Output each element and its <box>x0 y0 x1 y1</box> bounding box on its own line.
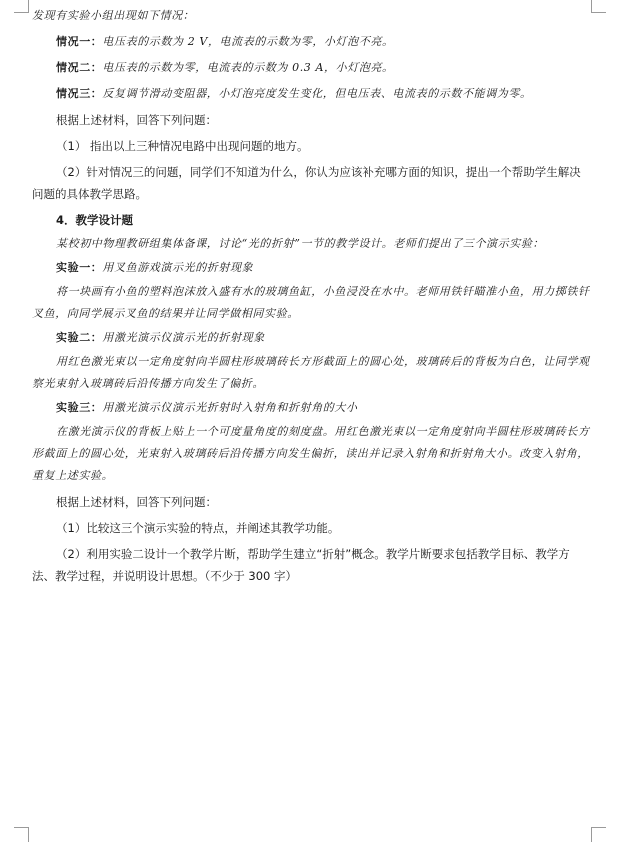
situation-1-text: 电压表的示数为 2 V，电流表的示数为零，小灯泡不亮。 <box>102 35 394 48</box>
situation-2-label: 情况二： <box>56 61 103 74</box>
experiment-2-body: 用红色激光束以一定角度射向半圆柱形玻璃砖长方形截面上的圆心处，玻璃砖后的背板为白色，让同学观察光束射入玻璃砖后沿传播方向发生了偏折。 <box>32 355 590 390</box>
experiment-1-title-text: 用叉鱼游戏演示光的折射现象 <box>102 261 254 274</box>
situation-3-text: 反复调节滑动变阻器，小灯泡亮度发生变化，但电压表、电流表的示数不能调为零。 <box>102 87 532 100</box>
experiment-3-title <box>32 397 590 419</box>
crop-mark-bottom-left <box>14 827 29 842</box>
q3-item-2: （2）针对情况三的问题，同学们不知道为什么，你认为应该补充哪方面的知识，提出一个帮助学生解决问题的具体教学思路。 <box>32 165 581 201</box>
crop-mark-bottom-right <box>591 827 606 842</box>
situation-2 <box>32 57 590 79</box>
q3-prompt: 根据上述材料，回答下列问题： <box>56 113 217 127</box>
crop-mark-top-right <box>591 0 606 13</box>
situation-1-label: 情况一： <box>56 35 103 48</box>
situation-3 <box>32 83 590 105</box>
experiment-1-title <box>32 257 590 279</box>
q3-item-1: （1） 指出以上三种情况电路中出现问题的地方。 <box>56 139 309 153</box>
section-4-intro: 某校初中物理教研组集体备课，讨论“光的折射”一节的教学设计。老师们提出了三个演示实验： <box>56 237 545 250</box>
section-4-item-2: （2）利用实验二设计一个教学片断，帮助学生建立“折射”概念。教学片断要求包括教学目标、教学方法、教学过程，并说明设计思想。（不少于 300 字） <box>32 547 570 583</box>
experiment-3-body: 在激光演示仪的背板上贴上一个可度量角度的刻度盘。用红色激光束以一定角度射向半圆柱形玻璃砖长方形截面上的圆心处，光束射入玻璃砖后沿传播方向发生偏折，读出并记录入射角和折射角大小。改变入射角，重复上述实验。 <box>32 425 590 482</box>
experiment-3-label: 实验三： <box>56 401 103 414</box>
experiment-1-label: 实验一： <box>56 261 103 274</box>
document-body <box>32 5 590 587</box>
situation-1 <box>32 31 590 53</box>
experiment-2-title <box>32 327 590 349</box>
experiment-2-title-text: 用激光演示仪演示光的折射现象 <box>102 331 265 344</box>
crop-mark-top-left <box>14 0 29 13</box>
section-4-item-1: （1）比较这三个演示实验的特点，并阐述其教学功能。 <box>56 521 340 535</box>
section-4-heading: 4．教学设计题 <box>56 213 134 227</box>
experiment-3-title-text: 用激光演示仪演示光折射时入射角和折射角的大小 <box>102 401 358 414</box>
situation-2-text: 电压表的示数为零，电流表的示数为 0.3 A，小灯泡亮。 <box>102 61 394 74</box>
section-4-prompt: 根据上述材料，回答下列问题： <box>56 495 217 509</box>
experiment-1-body: 将一块画有小鱼的塑料泡沫放入盛有水的玻璃鱼缸，小鱼浸没在水中。老师用铁钎瞄准小鱼，用力掷铁钎叉鱼，向同学展示叉鱼的结果并让同学做相同实验。 <box>32 285 590 320</box>
situation-3-label: 情况三： <box>56 87 103 100</box>
intro-line: 发现有实验小组出现如下情况： <box>32 9 195 22</box>
experiment-2-label: 实验二： <box>56 331 103 344</box>
